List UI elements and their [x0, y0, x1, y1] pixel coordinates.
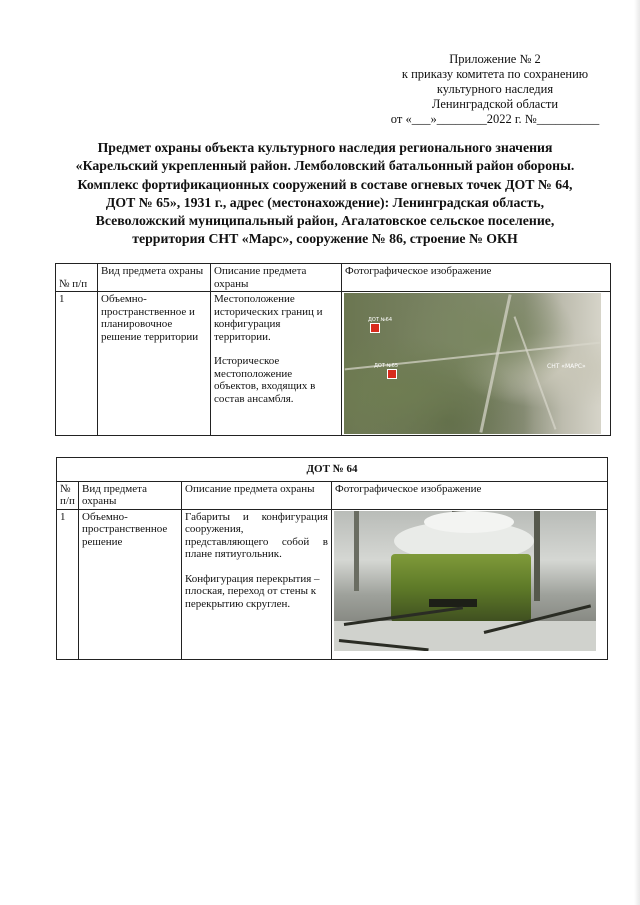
map-marker-label: ДОТ №65: [374, 363, 399, 369]
document-title: [45, 139, 605, 249]
table-caption: ДОТ № 64: [57, 458, 608, 482]
table-header-row: [57, 481, 608, 509]
table-header-row: [56, 264, 611, 292]
header-kind: Вид предмета охраны: [98, 264, 211, 292]
appendix-line: от «___»________2022 г. №__________: [390, 112, 600, 126]
title-line: ДОТ № 65», 1931 г., адрес (местонахождение): Ленинградская область,: [105, 194, 545, 210]
header-desc: Описание предмета охраны: [182, 481, 332, 509]
appendix-header: [355, 52, 635, 127]
appendix-line: культурного наследия: [436, 82, 554, 96]
row-num: 1: [56, 292, 98, 436]
header-kind: Вид предмета охраны: [79, 481, 182, 509]
row-desc-part: Местоположение исторических границ и конфигурация территории.: [214, 293, 323, 343]
row-desc-part: Габариты и конфигурация сооружения, представляющего собой в плане пятиугольник.: [185, 510, 328, 560]
appendix-line: к приказу комитета по сохранению: [401, 67, 589, 81]
header-num: № п/п: [56, 264, 98, 292]
header-num: № п/п: [57, 481, 79, 509]
title-line: Комплекс фортификационных сооружений в составе огневых точек ДОТ № 64,: [77, 176, 573, 192]
appendix-line: Ленинградской области: [431, 97, 559, 111]
row-desc: [182, 509, 332, 659]
row-desc-part: Историческое местоположение объектов, входящих в состав ансамбля.: [214, 355, 316, 405]
row-kind: Объемно-пространственное решение: [79, 509, 182, 659]
satellite-map-image: [344, 293, 601, 434]
row-desc: [211, 292, 342, 436]
dot64-table: [56, 457, 608, 660]
title-line: «Карельский укрепленный район. Лемболовский батальонный район обороны.: [75, 158, 575, 174]
header-desc: Описание предмета охраны: [211, 264, 342, 292]
title-line: территория СНТ «Марс», сооружение № 86, строение № ОКН: [132, 231, 518, 247]
bunker-photo-image: [334, 511, 596, 651]
header-photo: Фотографическое изображение: [342, 264, 611, 292]
territory-table: [55, 263, 611, 436]
photo-cell: [332, 509, 608, 659]
header-photo: Фотографическое изображение: [332, 481, 608, 509]
row-desc-part: Конфигурация перекрытия – плоская, переход от стены к перекрытию скруглен.: [185, 572, 320, 610]
appendix-line: Приложение № 2: [449, 52, 541, 66]
table-row: [56, 292, 611, 436]
row-kind: Объемно-пространственное и планировочное решение территории: [98, 292, 211, 436]
photo-cell: [342, 292, 611, 436]
title-line: Предмет охраны объекта культурного наследия регионального значения: [97, 140, 553, 155]
map-marker-label: ДОТ №64: [368, 317, 393, 323]
table-caption-row: [57, 458, 608, 482]
page-edge-shadow: [634, 0, 640, 905]
title-line: Всеволожский муниципальный район, Агалатовское сельское поселение,: [95, 213, 555, 229]
table-row: [57, 509, 608, 659]
map-area-label: СНТ «МАРС»: [547, 363, 586, 370]
row-num: 1: [57, 509, 79, 659]
